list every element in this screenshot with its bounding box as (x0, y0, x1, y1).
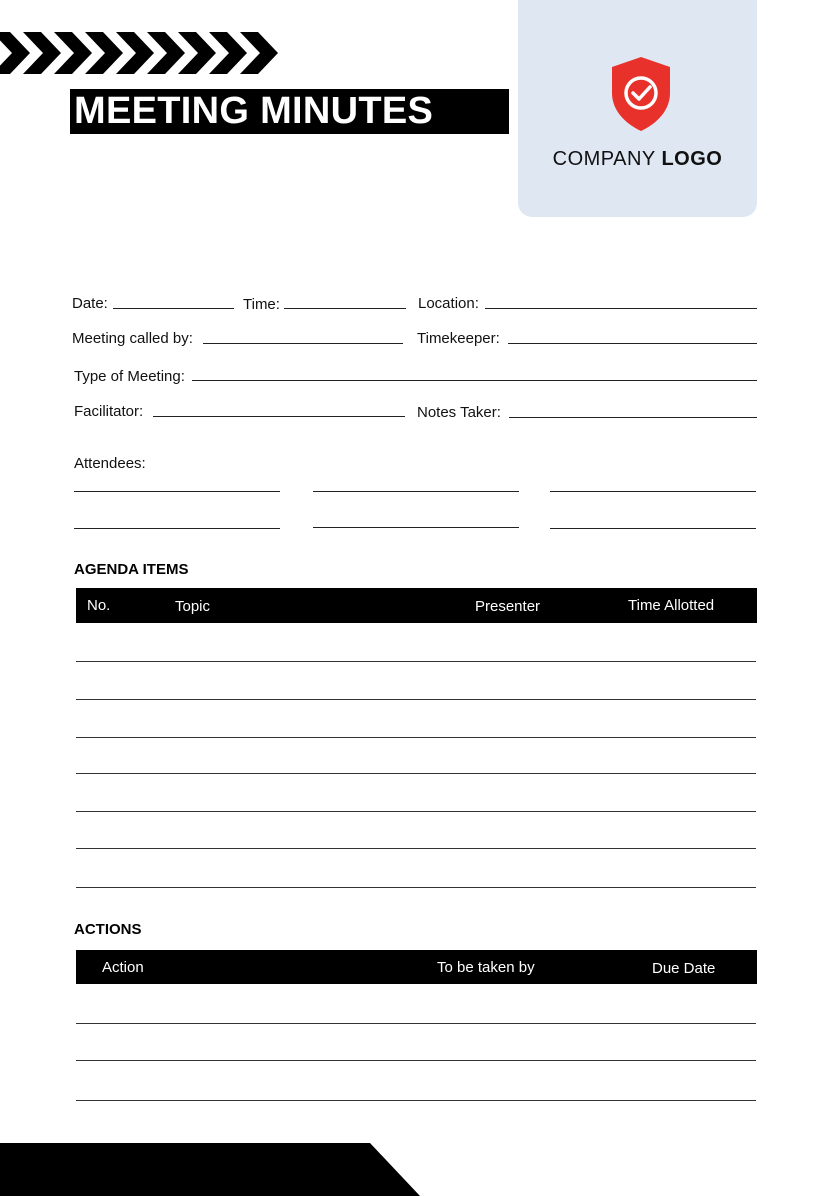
agenda-heading: AGENDA ITEMS (74, 561, 189, 578)
action-row[interactable] (76, 1100, 756, 1101)
attendee-field[interactable] (74, 491, 280, 492)
agenda-row[interactable] (76, 811, 756, 812)
date-field[interactable] (113, 308, 234, 309)
timekeeper-label: Timekeeper: (417, 330, 500, 347)
date-label: Date: (72, 295, 108, 312)
action-row[interactable] (76, 1060, 756, 1061)
type-label: Type of Meeting: (74, 368, 185, 385)
time-label: Time: (243, 296, 280, 313)
actions-heading: ACTIONS (74, 921, 142, 938)
agenda-row[interactable] (76, 661, 756, 662)
agenda-row[interactable] (76, 848, 756, 849)
action-row[interactable] (76, 1023, 756, 1024)
time-field[interactable] (284, 308, 406, 309)
attendee-field[interactable] (550, 491, 756, 492)
agenda-col-presenter: Presenter (475, 598, 541, 615)
company-logo-text (518, 148, 757, 171)
agenda-row[interactable] (76, 773, 756, 774)
actions-col-action: Action (102, 959, 144, 976)
attendee-field[interactable] (313, 527, 519, 528)
notes-taker-label: Notes Taker: (417, 404, 501, 421)
location-label: Location: (418, 295, 479, 312)
footer-bar-decoration (0, 1143, 420, 1196)
actions-col-due-date: Due Date (652, 960, 716, 977)
agenda-row[interactable] (76, 737, 756, 738)
actions-col-taken-by: To be taken by (437, 959, 535, 976)
attendee-field[interactable] (74, 528, 280, 529)
logo-text-regular: COMPANY (552, 148, 656, 170)
facilitator-label: Facilitator: (74, 403, 144, 420)
logo-text-bold: LOGO (661, 148, 723, 170)
agenda-col-no: No. (87, 597, 111, 614)
location-field[interactable] (485, 308, 757, 309)
agenda-col-time-allotted: Time Allotted (628, 597, 715, 614)
timekeeper-field[interactable] (508, 343, 757, 344)
attendees-label: Attendees: (74, 455, 146, 472)
chevron-stripe-decoration (0, 32, 290, 74)
notes-taker-field[interactable] (509, 417, 757, 418)
agenda-col-topic: Topic (175, 598, 211, 615)
facilitator-field[interactable] (153, 416, 405, 417)
called-by-label: Meeting called by: (72, 330, 193, 347)
attendee-field[interactable] (313, 491, 519, 492)
page-title: MEETING MINUTES (70, 89, 509, 134)
type-field[interactable] (192, 380, 757, 381)
company-logo-box (518, 0, 757, 217)
actions-table-header (76, 950, 757, 984)
agenda-table-header (76, 588, 757, 623)
called-by-field[interactable] (203, 343, 403, 344)
attendee-field[interactable] (550, 528, 756, 529)
agenda-row[interactable] (76, 887, 756, 888)
shield-check-icon (608, 55, 674, 133)
agenda-row[interactable] (76, 699, 756, 700)
